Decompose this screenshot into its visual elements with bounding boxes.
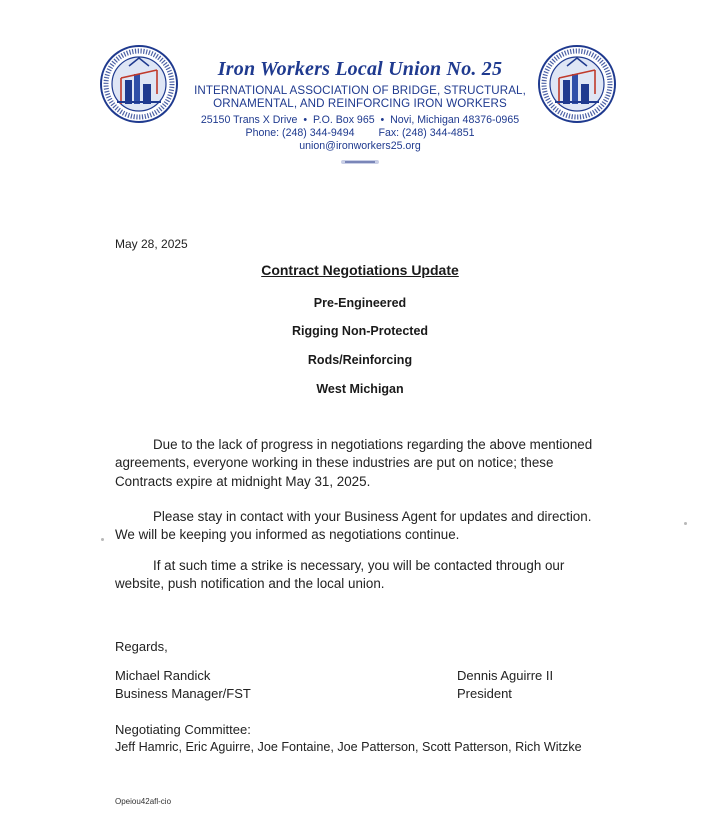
paragraph-line: Due to the lack of progress in negotiations regarding the above mentioned	[153, 437, 593, 452]
bullet-separator: •	[300, 114, 311, 126]
paragraph-strike	[115, 557, 635, 594]
letter-heading: Contract Negotiations Update	[261, 262, 459, 278]
paragraph-contact	[115, 508, 635, 545]
email-address: union@ironworkers25.org	[299, 140, 421, 152]
union-name: Iron Workers Local Union No. 25	[217, 58, 503, 80]
paragraph-notice	[115, 436, 635, 491]
association-line-1: INTERNATIONAL ASSOCIATION OF BRIDGE, STRUCTURAL,	[194, 84, 526, 97]
address-street: 25150 Trans X Drive	[200, 114, 298, 126]
industry-item: Rigging Non-Protected	[291, 324, 429, 338]
address-city: Novi, Michigan 48376-0965	[390, 114, 520, 126]
association-name	[170, 84, 550, 110]
paragraph-line: If at such time a strike is necessary, you will be contacted through our	[153, 558, 565, 573]
association-line-2: ORNAMENTAL, AND REINFORCING IRON WORKERS	[213, 97, 507, 110]
address-line	[170, 114, 550, 127]
paragraph-line: We will be keeping you informed as negotiations continue.	[115, 527, 460, 543]
letter-date: May 28, 2025	[115, 237, 188, 251]
closing: Regards,	[115, 639, 168, 654]
industry-item: Pre-Engineered	[313, 296, 407, 310]
paragraph-line: Contracts expire at midnight May 31, 2025.	[115, 473, 371, 489]
reference-code: Opeiou42afl-cio	[115, 797, 172, 806]
address-po-box: P.O. Box 965	[312, 114, 375, 126]
signer-right-title: President	[457, 686, 512, 701]
paragraph-line: website, push notification and the local union.	[115, 576, 385, 592]
paragraph-line: agreements, everyone working in these industries are put on notice; these	[115, 455, 554, 471]
fax-number: Fax: (248) 344-4851	[378, 127, 475, 139]
signer-right-name: Dennis Aguirre II	[457, 668, 554, 683]
industry-item: West Michigan	[316, 382, 404, 396]
committee-members: Jeff Hamric, Eric Aguirre, Joe Fontaine, Joe Patterson, Scott Patterson, Rich Witzke	[115, 740, 582, 754]
signer-left-name: Michael Randick	[115, 668, 211, 683]
contact-line	[170, 127, 550, 140]
union-seal-icon	[99, 44, 179, 124]
industry-item: Rods/Reinforcing	[307, 353, 413, 367]
signer-left-title: Business Manager/FST	[115, 686, 251, 701]
paragraph-line: Please stay in contact with your Business Agent for updates and direction.	[153, 509, 592, 524]
phone-number: Phone: (248) 344-9494	[245, 127, 355, 139]
scan-speck	[101, 538, 104, 541]
bullet-separator: •	[377, 114, 388, 126]
scan-speck	[684, 522, 687, 525]
committee-label: Negotiating Committee:	[115, 722, 251, 737]
union-label-icon	[341, 158, 379, 166]
